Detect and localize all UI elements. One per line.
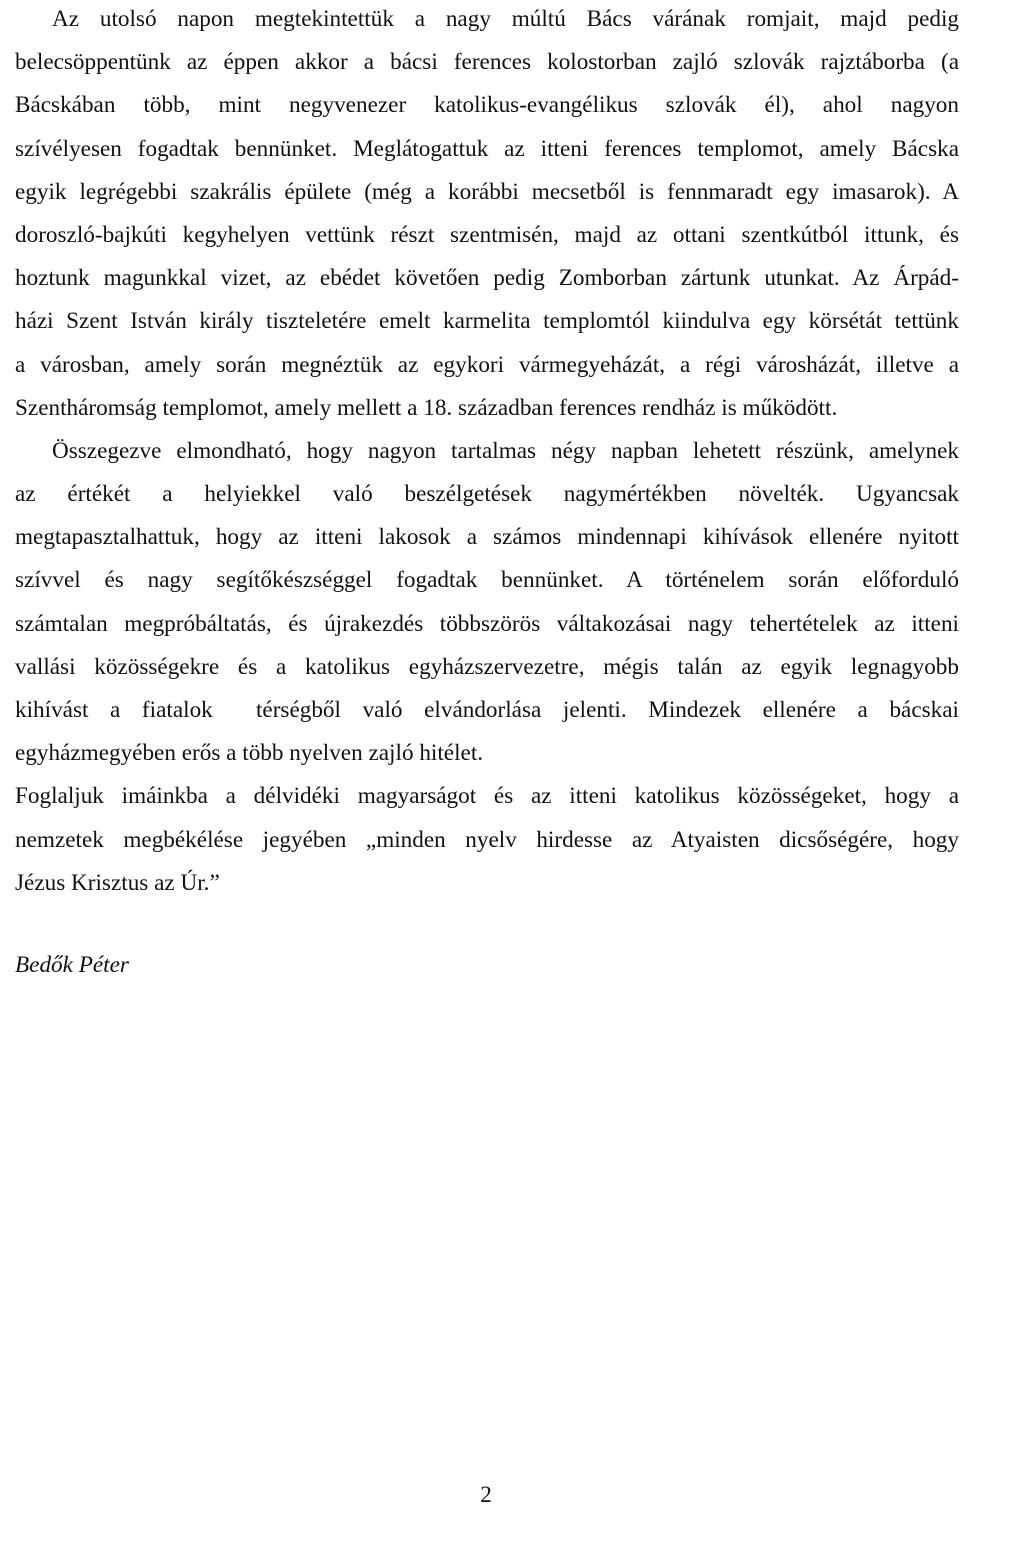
- text-line: szívvel és nagy segítőkészséggel fogadtak bennünket. A történelem során előforduló: [15, 567, 959, 594]
- text-line: Szentháromság templomot, amely mellett a 18. században ferences rendház is működött.: [15, 394, 838, 421]
- text-line: kihívást a fiatalok térségből való elvándorlása jelenti. Mindezek ellenére a bácskai: [15, 697, 959, 723]
- text-line: számtalan megpróbáltatás, és újrakezdés többszörös váltakozásai nagy tehertételek az itteni: [15, 610, 959, 637]
- text-line: nemzetek megbékélése jegyében „minden nyelv hirdesse az Atyaisten dicsőségére, hogy: [15, 826, 959, 853]
- text-line: doroszló-bajkúti kegyhelyen vettünk részt szentmisén, majd az ottani szentkútból ittunk, és: [15, 221, 959, 248]
- text-line: vallási közösségekre és a katolikus egyházszervezetre, mégis talán az egyik legnagyobb: [15, 653, 959, 680]
- text-line: az értékét a helyiekkel való beszélgetések nagymértékben növelték. Ugyancsak: [15, 481, 959, 508]
- text-line: szívélyesen fogadtak bennünket. Meglátogattuk az itteni ferences templomot, amely Bácska: [15, 135, 959, 162]
- paragraph-2: [15, 434, 959, 780]
- document-body: [15, 2, 959, 909]
- text-line: házi Szent István király tiszteletére emelt karmelita templomtól kiindulva egy körsétát tettünk: [15, 308, 959, 335]
- paragraph-1: [15, 2, 959, 434]
- text-line: hoztunk magunkkal vizet, az ebédet követően pedig Zomborban zártunk utunkat. Az Árpád-: [15, 265, 959, 292]
- text-line: Foglaljuk imáinkba a délvidéki magyarságot és az itteni katolikus közösségeket, hogy a: [15, 783, 959, 810]
- text-line: Bácskában több, mint negyvenezer katolikus-evangélikus szlovák él), ahol nagyon: [15, 92, 959, 119]
- text-line: belecsöppentünk az éppen akkor a bácsi ferences kolostorban zajló szlovák rajztáborba (a: [15, 49, 959, 76]
- page-number: 2: [480, 1482, 492, 1508]
- text-line: egyik legrégebbi szakrális épülete (még a korábbi mecsetből is fennmaradt egy imasarok). A: [15, 178, 959, 205]
- text-line: egyházmegyében erős a több nyelven zajló hitélet.: [15, 740, 484, 767]
- text-line: a városban, amely során megnéztük az egykori vármegyeházát, a régi városházát, illetve a: [15, 351, 959, 378]
- paragraph-3: [15, 779, 959, 909]
- text-line: Összegezve elmondható, hogy nagyon tartalmas négy napban lehetett részünk, amelynek: [52, 437, 959, 464]
- text-line: Az utolsó napon megtekintettük a nagy múltú Bács várának romjait, majd pedig: [52, 6, 959, 32]
- text-line: megtapasztalhattuk, hogy az itteni lakosok a számos mindennapi kihívások ellenére nyitott: [15, 524, 959, 551]
- author-signature: Bedők Péter: [15, 952, 129, 978]
- text-line: Jézus Krisztus az Úr.”: [15, 869, 220, 896]
